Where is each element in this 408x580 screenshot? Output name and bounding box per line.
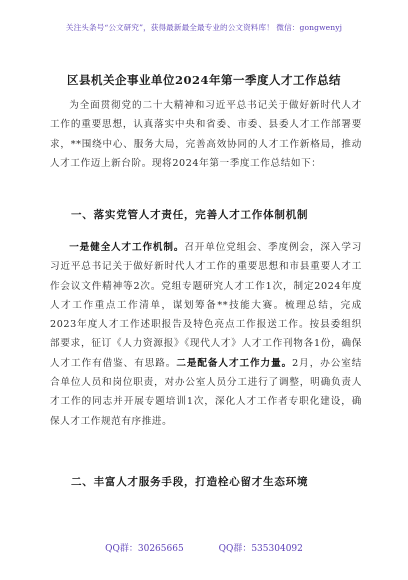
footer-note (0, 541, 408, 554)
section-1-sub-heading-2: 二是配备人才工作力量。 (176, 357, 293, 369)
qq-group-left: QQ群：30265665 (105, 544, 184, 554)
section-1-body-b: 2月，办公室结合单位人员和岗位职责，对办公室人员分工进行了调整，明确负责人才工作的同志并开展专题培训1次，深化人才工作者专职化建设，确保人才工作规范有序推进。 (50, 357, 362, 427)
intro-paragraph: 为全面贯彻党的二十大精神和习近平总书记关于做好新时代人才工作的重要思想，认真落实中央和省委、市委、县委人才工作部署要求，**围绕中心、服务大局，完善高效协同的人才工作新格局，推动人才工作迈上新台阶。现将2024年第一季度工作总结如下： (50, 100, 362, 169)
document-title: 区县机关企事业单位2024年第一季度人才工作总结 (66, 73, 341, 87)
section-1-paragraph (50, 238, 362, 456)
qq-group-right: QQ群：535304092 (218, 544, 303, 554)
section-1-body-a: 召开单位党组会、季度例会，深入学习习近平总书记关于做好新时代人才工作的重要思想和市县重要人才工作会议文件精神等2次。党组专题研究人才工作1次，制定2024年度人才工作重点工作清单，谋划筹备**技能大赛。梳理总结，完成2023年度人才工作述职报告及特色亮点工作报送工作。按县委组织部要求，征订《人力资源报》《现代人才》人才工作刊物各1份，确保人才工作有借鉴、有思路。 (50, 242, 362, 369)
section-1-heading: 一、落实党管人才责任，完善人才工作体制机制 (71, 209, 309, 221)
section-2-heading: 二、丰富人才服务手段，打造栓心留才生态环境 (71, 476, 309, 488)
header-note: 关注头条号“公文研究”，获得最新最全最专业的公文资料库！ 微信：gongwenyj (65, 23, 343, 32)
section-1-sub-heading: 一是健全人才工作机制。 (69, 242, 185, 253)
